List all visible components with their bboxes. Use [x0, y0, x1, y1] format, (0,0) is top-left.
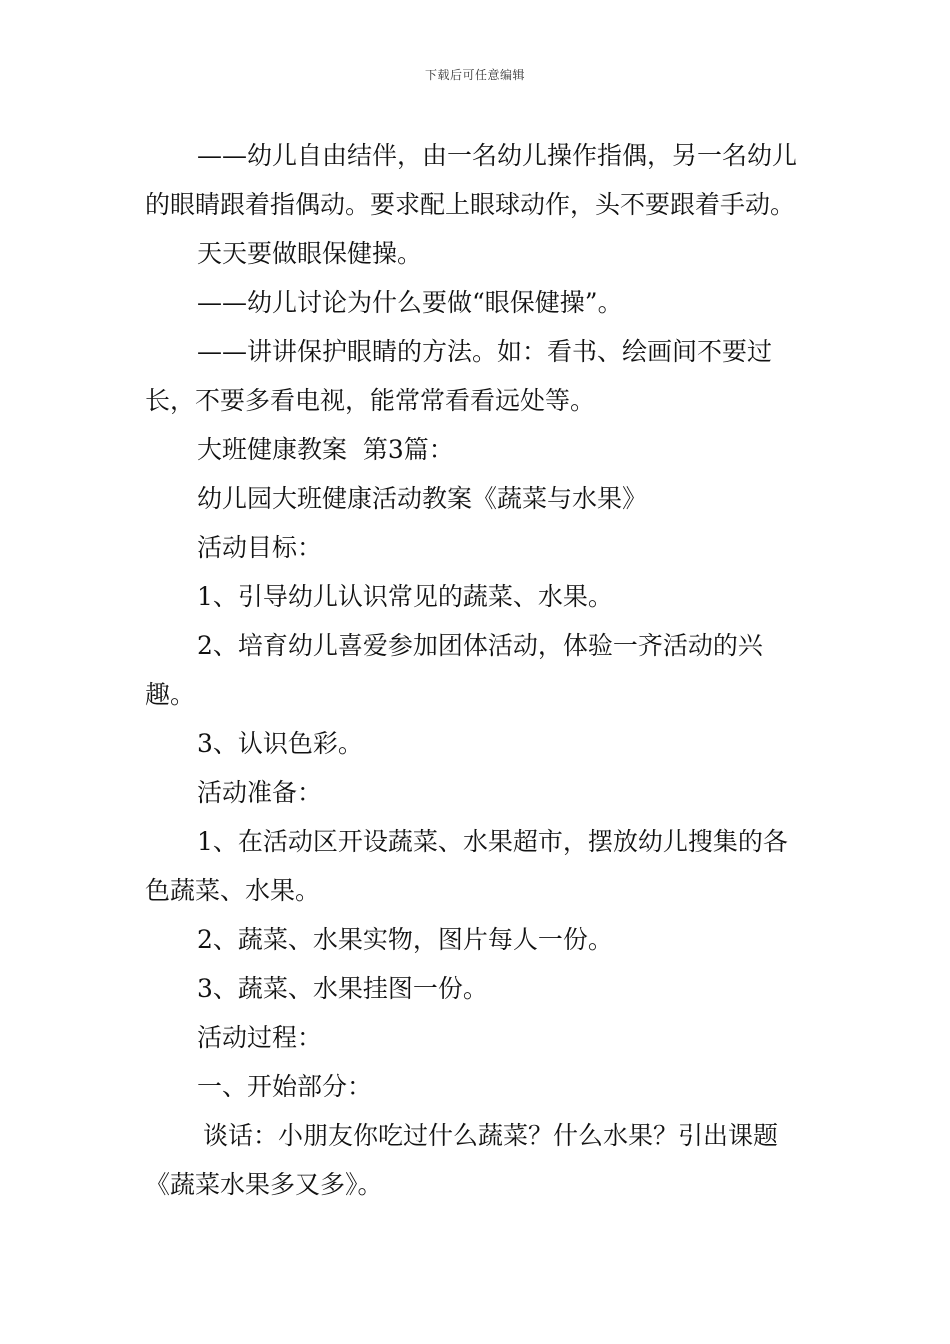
subheading: 活动过程： — [197, 1023, 323, 1052]
document-body — [145, 131, 807, 1209]
list-item: 3、蔬菜、水果挂图一份。 — [197, 974, 488, 1003]
list-item: 1、在活动区开设蔬菜、水果超市，摆放幼儿搜集的各色蔬菜、水果。 — [145, 827, 788, 905]
paragraph: 天天要做眼保健操。 — [197, 239, 423, 268]
paragraph: 谈话：小朋友你吃过什么蔬菜？什么水果？引出课题《蔬菜水果多又多》。 — [145, 1121, 779, 1199]
paragraph: ——幼儿讨论为什么要做“眼保健操”。 — [197, 288, 623, 317]
paragraph: ——讲讲保护眼睛的方法。如：看书、绘画间不要过长，不要多看电视，能常常看看远处等。 — [145, 337, 773, 415]
lesson-title: 幼儿园大班健康活动教案《蔬菜与水果》 — [197, 484, 648, 513]
list-item: 2、培育幼儿喜爱参加团体活动，体验一齐活动的兴趣。 — [145, 631, 763, 709]
list-item: 3、认识色彩。 — [197, 729, 363, 758]
subheading: 一、开始部分： — [197, 1072, 373, 1101]
list-item: 1、引导幼儿认识常见的蔬菜、水果。 — [197, 582, 613, 611]
paragraph: ——幼儿自由结伴，由一名幼儿操作指偶，另一名幼儿的眼睛跟着指偶动。要求配上眼球动作，头不要跟着手动。 — [145, 141, 798, 219]
subheading: 活动目标： — [197, 533, 323, 562]
section-heading: 大班健康教案 第3篇： — [197, 435, 454, 464]
subheading: 活动准备： — [197, 778, 323, 807]
list-item: 2、蔬菜、水果实物，图片每人一份。 — [197, 925, 613, 954]
page-header: 下载后可任意编辑 — [424, 68, 525, 82]
